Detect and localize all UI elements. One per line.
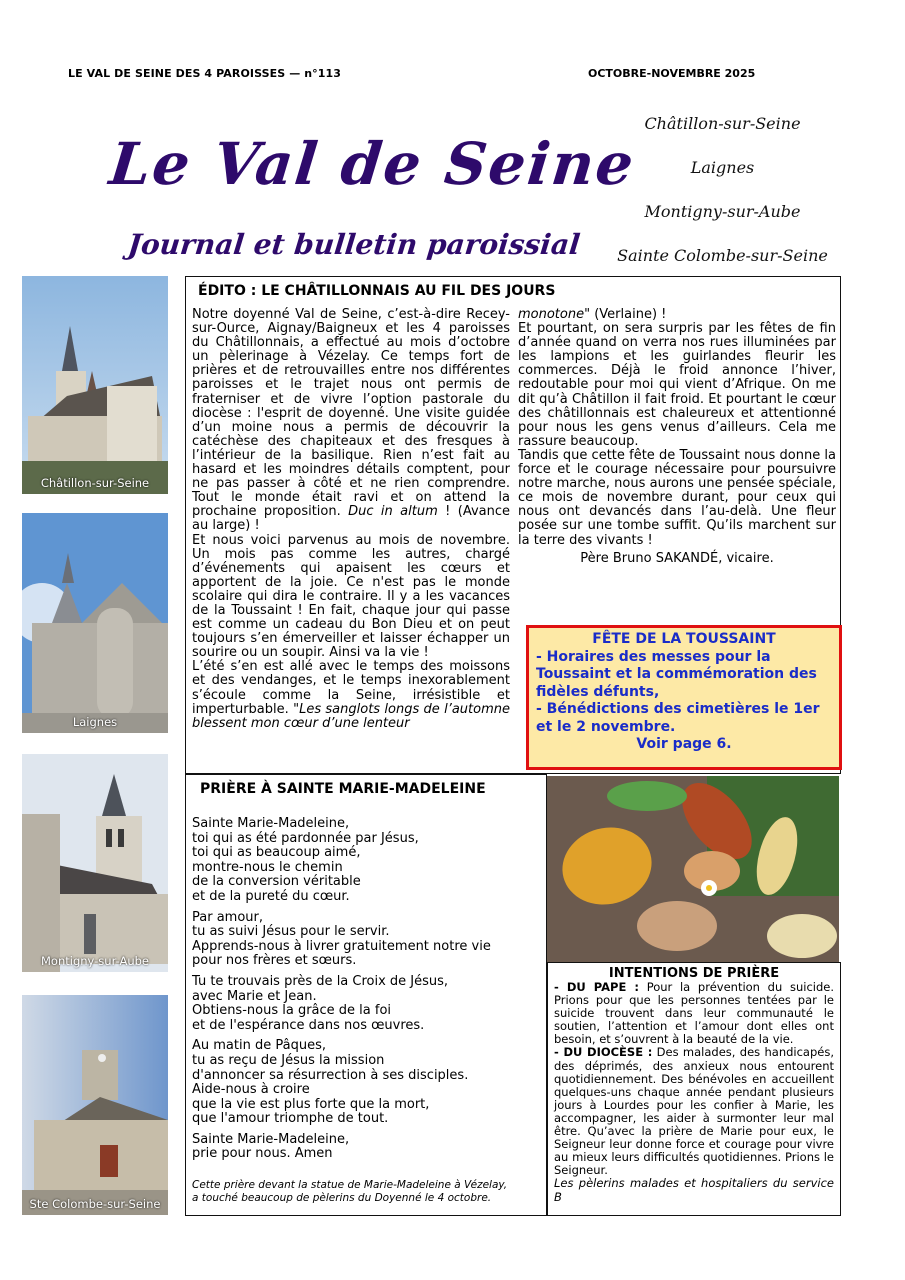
prayer-line: Au matin de Pâques, <box>192 1038 326 1054</box>
masthead-title: Le Val de Seine <box>106 130 639 198</box>
prayer-line: tu as suivi Jésus pour le servir. <box>192 924 390 940</box>
text: Notre doyenné Val de Seine, c’est-à-dire Recey-sur-Ource, Aignay/Baigneux et les 4 paroisses du Châtillonnais, a effectué au mois d’octobre un pèlerinage à Vézelay. Ce temps fort de prières et de retrouvailles entre nos différentes paroisses et le trajet nous ont permis de fraterniser et de vivre l’option pastorale du diocèse : l'esprit de doyenné. Une visite guidée d’un moine nous a permis de découvrir la catéchèse des chapiteaux et des fresques à l’intérieur de la basilique. Rien n’est fait au hasard et les moindres détails comptent, pour ne pas passer à côté et ne rien comprendre. Tout le monde était ravi et on attend la prochaine proposition. <box>192 307 510 520</box>
prayer-note-line: a touché beaucoup de pèlerins du Doyenné le 4 octobre. <box>192 1191 492 1204</box>
edito-paragraph <box>192 308 510 534</box>
prayer-line: que la vie est plus forte que la mort, <box>192 1096 430 1112</box>
parish-name: Sainte Colombe-sur-Seine <box>617 246 828 265</box>
prayer-stanza <box>192 1039 491 1127</box>
quote: "Les sanglots longs de l’automne blessent mon cœur d’une lenteur <box>192 701 511 731</box>
text: " (Verlaine) ! <box>584 307 667 322</box>
prayer-line: toi qui as été pardonnée par Jésus, <box>192 830 419 846</box>
toussaint-notice <box>526 625 842 770</box>
toussaint-title: FÊTE DE LA TOUSSAINT <box>592 631 776 647</box>
prayer-line: pour nos frères et sœurs. <box>192 953 357 969</box>
intentions-title: INTENTIONS DE PRIÈRE <box>608 966 780 981</box>
edito-column-1 <box>192 308 510 731</box>
prayer-line: montre-nous le chemin <box>192 859 343 875</box>
prayer-line: avec Marie et Jean. <box>192 988 317 1004</box>
prayer-line: Sainte Marie-Madeleine, <box>192 1131 350 1147</box>
prayer-line: d'annoncer sa résurrection à ses disciples. <box>192 1067 469 1083</box>
toussaint-line: - Bénédictions des cimetières le 1er et le 2 novembre. <box>536 701 820 735</box>
leaves-image <box>547 776 839 962</box>
autumn-leaves-photo <box>547 776 839 962</box>
quote: monotone <box>518 307 585 322</box>
prayer-line: tu as reçu de Jésus la mission <box>192 1052 385 1068</box>
photo-caption: Châtillon-sur-Seine <box>40 476 150 490</box>
intention-label: - DU PAPE : <box>554 980 639 994</box>
parish-name: Laignes <box>690 158 755 177</box>
intention-label: - DU DIOCÈSE : <box>554 1045 653 1060</box>
edito-paragraph <box>518 308 836 322</box>
text: ! (Avance au large) ! <box>192 504 510 534</box>
parish-list <box>600 110 845 286</box>
edito-paragraph <box>192 660 510 730</box>
prayer-stanza <box>192 1133 491 1162</box>
church-photo-montigny <box>22 754 168 972</box>
prayer-line: que l'amour triomphe de tout. <box>192 1111 389 1127</box>
prayer-line: toi qui as beaucoup aimé, <box>192 845 361 861</box>
edito-signature: Père Bruno SAKANDÉ, vicaire. <box>580 550 774 566</box>
church-image <box>22 276 168 494</box>
prayer-stanza <box>192 817 491 905</box>
prayer-line: et de la pureté du cœur. <box>192 888 350 904</box>
photo-caption: Ste Colombe-sur-Seine <box>29 1197 161 1211</box>
prayer-line: et de l'espérance dans nos œuvres. <box>192 1017 425 1033</box>
parish-name: Montigny-sur-Aube <box>644 202 801 221</box>
church-image <box>22 995 168 1215</box>
masthead-subtitle: Journal et bulletin paroissial <box>126 228 582 261</box>
prayer-line: de la conversion véritable <box>192 874 361 890</box>
issue-label: LE VAL DE SEINE DES 4 PAROISSES — n°113 <box>68 67 342 80</box>
prayer-line: Tu te trouvais près de la Croix de Jésus, <box>192 973 449 989</box>
prayer-stanza <box>192 975 491 1033</box>
prayer-line: Aide-nous à croire <box>192 1082 310 1098</box>
edito-paragraph: Et pourtant, on sera surpris par les fêtes de fin d’année quand on verra nos rues illuminées par les lampions et les guirlandes fleurir les commerces. Déjà le froid annonce l’hiver, redoutable pour moi qui vient d’Afrique. On me dit qu’à Châtillon il fait froid. Et pourtant le cœur des châtillonnais est chaleureux et attentionné pour nous les gens venus d’ailleurs. Cela me rassure beaucoup. <box>518 321 836 449</box>
prayer-line: prie pour nous. Amen <box>192 1146 333 1162</box>
text: L’été s’en est allé avec le temps des moissons et des vendanges, et le temps inexorablement s’écoule comme la Seine, irrésistible et imperturbable. <box>192 659 510 717</box>
church-photo-chatillon <box>22 276 168 494</box>
church-photo-ste-colombe <box>22 995 168 1215</box>
prayer-note-line: Cette prière devant la statue de Marie-Madeleine à Vézelay, <box>192 1179 508 1191</box>
edito-title: ÉDITO : LE CHÂTILLONNAIS AU FIL DES JOURS <box>198 283 556 299</box>
prayer-note <box>192 1179 507 1204</box>
prayer-body <box>192 817 491 1168</box>
prayer-line: Apprends-nous à livrer gratuitement notre vie <box>192 938 491 954</box>
toussaint-page-link[interactable]: Voir page 6. <box>636 736 732 752</box>
church-photo-laignes <box>22 513 168 733</box>
latin-phrase: Duc in altum <box>348 504 438 520</box>
intentions-signature: Les pèlerins malades et hospitaliers du service B <box>554 1176 834 1204</box>
parish-name: Châtillon-sur-Seine <box>644 114 801 133</box>
prayer-line: Sainte Marie-Madeleine, <box>192 816 350 831</box>
church-image <box>22 754 168 972</box>
edito-paragraph: Tandis que cette fête de Toussaint nous donne la force et le courage nécessaire pour poursuivre notre marche, nous aurons une pensée spéciale, ce mois de novembre durant, pour ceux qui nous ont devancés dans l’au-delà. Une fleur posée sur une tombe suffit. Qu’ils marchent sur la terre des vivants ! <box>518 447 836 548</box>
church-image <box>22 513 168 733</box>
intention-text: Pour la prévention du suicide. Prions pour que les personnes tentées par le suicide trouvent dans leur communauté le soutien, l’attention et l’amour dont elles ont besoin, et s’ouvrent à la beauté de la vie. <box>554 980 834 1047</box>
prayer-stanza <box>192 911 491 969</box>
edito-column-2 <box>518 308 836 566</box>
photo-caption: Montigny-sur-Aube <box>41 954 149 968</box>
intention-text: Des malades, des handicapés, des déprimés, des anxieux nous entourent quotidiennement. Des bénévoles en accueillent quelques-uns chaque année pendant plusieurs jours à Lourdes pour les confier à Marie, les accompagner, les aider à surmonter leur mal être. Qu’avec la prière de Marie pour eux, le Seigneur leur donne force et courage pour vivre au mieux leurs difficultés quotidiennes. Prions le Seigneur. <box>554 1045 834 1178</box>
issue-date: OCTOBRE-NOVEMBRE 2025 <box>588 67 756 80</box>
toussaint-line: - Horaires des messes pour la Toussaint et la commémoration des fidèles défunts, <box>536 648 817 700</box>
prayer-intentions <box>547 962 841 1216</box>
intention-diocese <box>554 1046 834 1177</box>
prayer-line: Obtiens-nous la grâce de la foi <box>192 1003 392 1019</box>
intention-pope <box>554 981 834 1046</box>
edito-paragraph: Et nous voici parvenus au mois de novembre. Un mois pas comme les autres, chargé d’événements qui apaisent les cœurs et apportent de la joie. Ce n'est pas le monde scolaire qui dira le contraire. Il y a les vacances de la Toussaint ! En fait, chaque jour qui passe est comme un cadeau du Bon Dieu et on peut toujours s’en émerveiller et laisser échapper un sourire ou un soupir. Ainsi va la vie ! <box>192 532 510 661</box>
prayer-line: Par amour, <box>192 909 263 925</box>
prayer-title: PRIÈRE À SAINTE MARIE-MADELEINE <box>200 781 486 797</box>
photo-caption: Laignes <box>72 715 118 729</box>
prayer-box <box>185 774 547 1216</box>
